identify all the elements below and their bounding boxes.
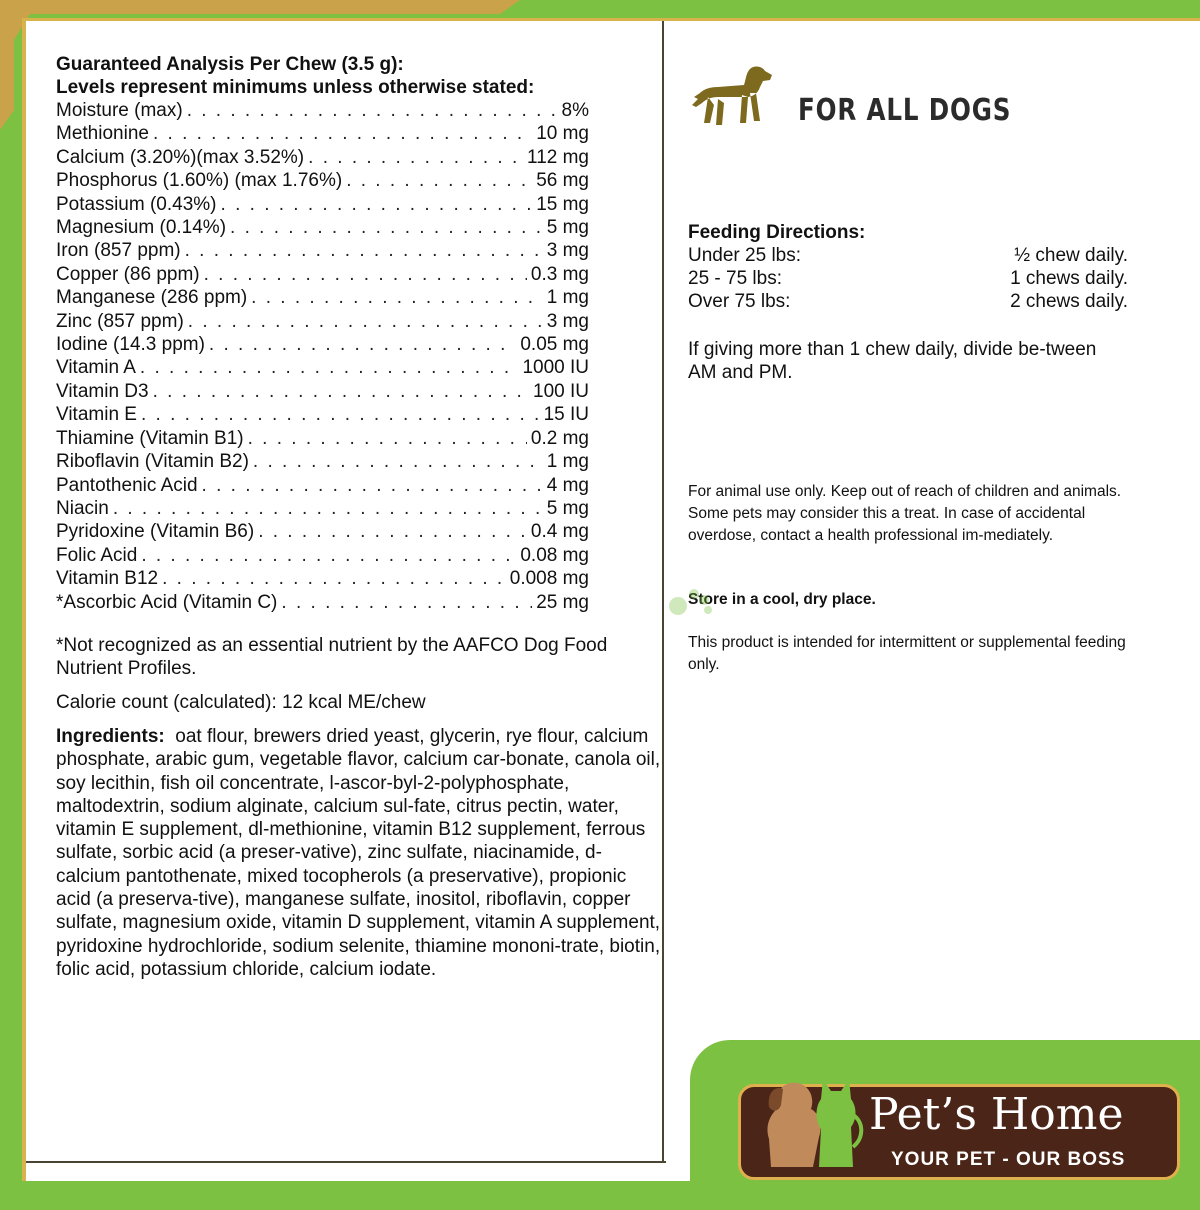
nutrient-name: Magnesium (0.14%) (56, 217, 227, 239)
nutrient-value: 10 mg (536, 123, 589, 145)
nutrient-name: Vitamin B12 (56, 568, 159, 590)
nutrient-row (56, 239, 589, 262)
feeding-table (688, 244, 1128, 313)
nutrient-row (56, 122, 589, 145)
feeding-row (688, 267, 1128, 290)
nutrient-row (56, 403, 589, 426)
ingredients-text: oat flour, brewers dried yeast, glycerin, rye flour, calcium phosphate, arabic gum, vegetable flavor, calcium car-bonate, canola oil, soy lecithin, fish oil concentrate, l-ascor-byl-2-polyphosphate, maltodextrin, sodium alginate, calcium sul-fate, citrus pectin, water, vitamin E supplement, dl-methionine, vitamin B12 supplement, ferrous sulfate, sorbic acid (a preser-vative), zinc sulfate, niacinamide, d-calcium pantothenate, mixed tocopherols (a preservative), propionic acid (a preserva-tive), manganese sulfate, inositol, riboflavin, copper sulfate, magnesium oxide, vitamin D supplement, vitamin A supplement, pyridoxine hydrochloride, sodium selenite, thiamine mononi-trate, biotin, folic acid, potassium chloride, calcium iodate. (56, 725, 661, 980)
leader-dots (248, 427, 527, 450)
nutrient-row (56, 380, 589, 403)
leader-dots (202, 474, 543, 497)
nutrient-row (56, 520, 589, 543)
leader-dots (153, 380, 529, 403)
nutrient-value: 0.008 mg (509, 568, 589, 590)
nutrient-value: 0.3 mg (530, 263, 589, 285)
feeding-weight: Under 25 lbs: (688, 245, 802, 266)
nutrient-name: Copper (86 ppm) (56, 263, 200, 285)
nutrient-row (56, 591, 589, 614)
nutrient-value: 5 mg (546, 497, 589, 519)
nutrient-name: Vitamin A (56, 357, 136, 379)
logo-tagline: YOUR PET - OUR BOSS (891, 1149, 1126, 1170)
leader-dots (209, 333, 516, 356)
logo-name: Pet’s Home (869, 1089, 1124, 1140)
nutrient-row (56, 263, 589, 286)
leader-dots (253, 450, 543, 473)
nutrient-row (56, 146, 589, 169)
nutrient-row (56, 450, 589, 473)
nutrient-name: Folic Acid (56, 544, 138, 566)
bottom-border (26, 1161, 666, 1163)
feeding-weight: Over 75 lbs: (688, 291, 791, 312)
dog-icon (688, 63, 774, 133)
leader-dots (153, 122, 532, 145)
nutrient-name: Zinc (857 ppm) (56, 310, 184, 332)
nutrient-name: Iodine (14.3 ppm) (56, 334, 205, 356)
dog-cat-logo-icon (749, 1067, 867, 1179)
leader-dots (141, 403, 540, 426)
nutrient-row (56, 427, 589, 450)
nutrient-value: 15 IU (543, 404, 589, 426)
feeding-title: Feeding Directions: (688, 222, 866, 243)
nutrient-list (56, 99, 656, 614)
nutrient-name: Moisture (max) (56, 100, 183, 121)
nutrient-value: 0.4 mg (530, 521, 589, 543)
nutrient-value: 15 mg (536, 193, 589, 215)
nutrient-value: 25 mg (536, 591, 589, 613)
nutrient-name: Iron (857 ppm) (56, 240, 181, 262)
nutrient-name: Vitamin E (56, 404, 137, 426)
nutrient-value: 0.05 mg (520, 334, 589, 356)
feeding-note: If giving more than 1 chew daily, divide be-tween AM and PM. (688, 339, 1097, 383)
nutrient-row (56, 544, 589, 567)
nutrient-value: 1 mg (546, 287, 589, 309)
leader-dots (141, 544, 516, 567)
nutrient-row (56, 286, 589, 309)
feeding-row (688, 290, 1128, 313)
nutrient-name: Manganese (286 ppm) (56, 287, 248, 309)
feeding-amount: 2 chews daily. (1010, 291, 1128, 312)
nutrient-value: 5 mg (546, 217, 589, 239)
analysis-subtitle: Levels represent minimums unless otherwise stated: (56, 77, 535, 98)
warning-text: For animal use only. Keep out of reach of children and animals. Some pets may consider this a treat. In case of accidental overdose, contact a health professional im-mediately. (688, 483, 1122, 544)
intermittent-text: This product is intended for intermittent or supplemental feeding only. (688, 634, 1126, 673)
nutrient-value: 1000 IU (522, 357, 589, 379)
leader-dots (281, 591, 532, 614)
leader-dots (346, 169, 532, 192)
feeding-row (688, 244, 1128, 267)
nutrient-name: Niacin (56, 497, 109, 519)
for-all-dogs-label: FOR ALL DOGS (798, 93, 1012, 128)
leader-dots (188, 310, 543, 333)
leader-dots (258, 520, 527, 543)
feeding-amount: ½ chew daily. (1014, 245, 1128, 266)
nutrient-value: 3 mg (546, 240, 589, 262)
leader-dots (113, 497, 543, 520)
leader-dots (204, 263, 527, 286)
leader-dots (187, 99, 558, 122)
nutrient-value: 1 mg (546, 451, 589, 473)
nutrient-name: Pyridoxine (Vitamin B6) (56, 521, 255, 543)
nutrient-name: Vitamin D3 (56, 380, 149, 402)
nutrient-name: Riboflavin (Vitamin B2) (56, 451, 249, 473)
label-panel (22, 18, 1200, 1181)
analysis-title: Guaranteed Analysis Per Chew (3.5 g): (56, 54, 404, 75)
leader-dots (251, 286, 543, 309)
nutrient-name: Potassium (0.43%) (56, 193, 217, 215)
nutrient-value: 3 mg (546, 310, 589, 332)
nutrient-value: 112 mg (527, 146, 589, 168)
nutrient-value: 100 IU (533, 380, 589, 402)
nutrient-name: Calcium (3.20%)(max 3.52%) (56, 146, 305, 168)
nutrient-row (56, 567, 589, 590)
nutrient-name: *Ascorbic Acid (Vitamin C) (56, 591, 278, 613)
analysis-column (56, 53, 661, 981)
nutrient-name: Thiamine (Vitamin B1) (56, 427, 244, 449)
feeding-weight: 25 - 75 lbs: (688, 268, 782, 289)
nutrient-row (56, 193, 589, 216)
ingredients (56, 725, 662, 981)
calorie-count: Calorie count (calculated): 12 kcal ME/chew (56, 691, 426, 713)
feeding-amount: 1 chews daily. (1010, 268, 1128, 289)
storage-text: Store in a cool, dry place. (688, 591, 876, 608)
nutrient-value: 8% (561, 100, 589, 121)
leader-dots (162, 567, 506, 590)
leader-dots (308, 146, 523, 169)
nutrient-row (56, 333, 589, 356)
ingredients-label: Ingredients: (56, 725, 165, 747)
nutrient-name: Pantothenic Acid (56, 474, 198, 496)
pets-home-logo (738, 1084, 1180, 1180)
leader-dots (230, 216, 543, 239)
nutrient-row (56, 169, 589, 192)
nutrient-row (56, 356, 589, 379)
nutrient-value: 0.2 mg (530, 427, 589, 449)
nutrient-row (56, 99, 589, 122)
nutrient-value: 0.08 mg (520, 544, 589, 566)
nutrient-row (56, 216, 589, 239)
nutrient-row (56, 310, 589, 333)
nutrient-row (56, 474, 589, 497)
leader-dots (185, 239, 543, 262)
nutrient-name: Phosphorus (1.60%) (max 1.76%) (56, 170, 343, 192)
nutrient-value: 56 mg (536, 170, 589, 192)
paw-watermark-icon (664, 584, 718, 624)
nutrient-name: Methionine (56, 123, 149, 145)
leader-dots (221, 193, 533, 216)
leader-dots (140, 356, 519, 379)
aafco-footnote: *Not recognized as an essential nutrient by the AAFCO Dog Food Nutrient Profiles. (56, 634, 608, 679)
nutrient-value: 4 mg (546, 474, 589, 496)
nutrient-row (56, 497, 589, 520)
